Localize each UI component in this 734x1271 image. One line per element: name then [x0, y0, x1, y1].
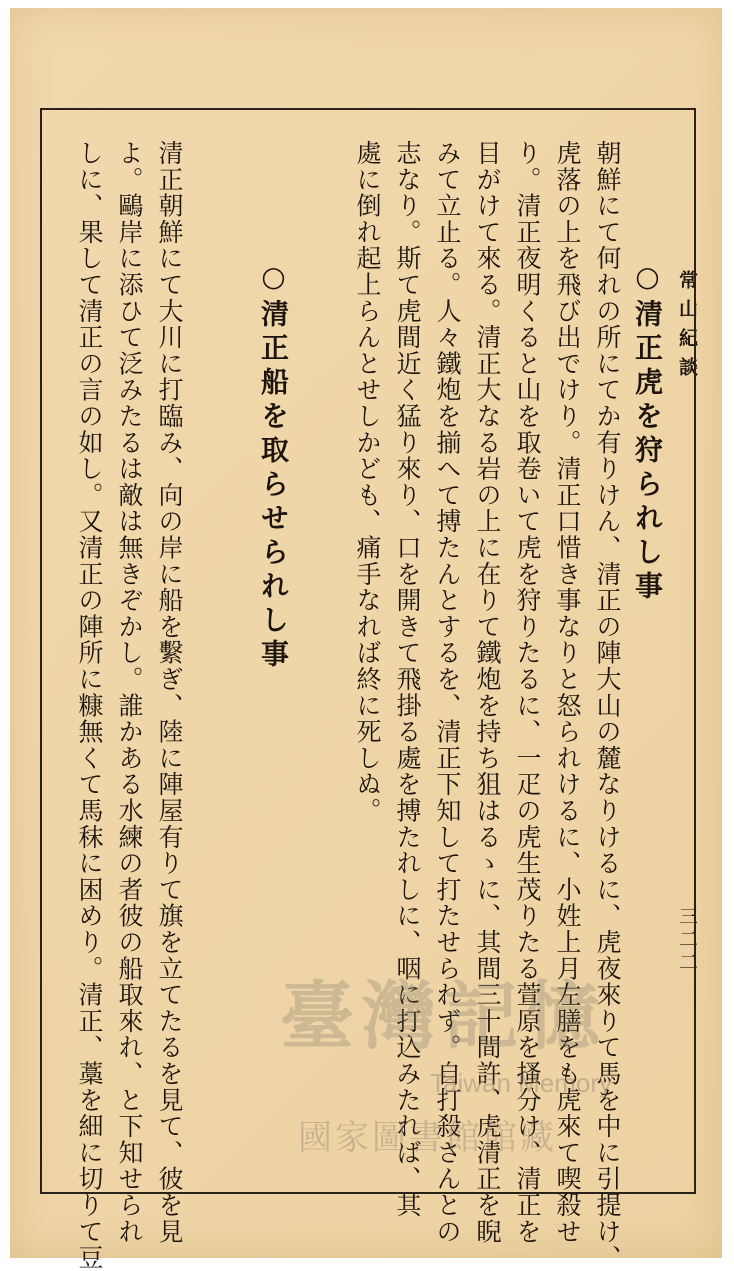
watermark-subtitle: 國家圖書館館藏 — [298, 1118, 557, 1158]
page-number: 三二二 — [676, 906, 698, 975]
article-1-line-1: 朝鮮にて何れの所にてか有りけん、清正の陣大山の麓なりけるに、虎夜來りて馬を中に引提け、 — [593, 140, 622, 1271]
article-1-line-4: 目がけて來る。清正大なる岩の上に在りて鐵炮を持ち狙はるゝに、其間三十間許、虎清正を睨 — [473, 140, 502, 1245]
article-2-line-3: しに、果して清正の言の如し。又清正の陣所に糠無くて馬秣に困めり。清正、藁を細に切りて豆 — [75, 140, 104, 1271]
article-1-line-2: 虎落の上を飛び出でけり。清正口惜き事なりと怒られけるに、小姓上月左膳をも虎來て喫殺せ — [553, 140, 582, 1245]
book-page — [10, 8, 722, 1271]
article-1-line-6: 志なり。斯て虎間近く猛り來り、口を開きて飛掛る處を搏たれしに、咽に打込みたれば、其 — [393, 140, 422, 1219]
article-1-line-3: り。清正夜明くると山を取卷いて虎を狩りたるに、一疋の虎生茂りたる萱原を搔分け、清正を — [513, 140, 542, 1245]
running-head: 常山紀談 — [676, 270, 698, 386]
article-1-title: ○清正虎を狩られし事 — [631, 260, 664, 605]
article-1-line-5: みて立止る。人々鐵炮を揃へて搏たんとするを、清正下知して打たせられず。自打殺さんとの — [433, 140, 462, 1245]
watermark-logo: 臺灣記憶 — [280, 974, 608, 1060]
article-2-line-2: よ。鷗岸に添ひて泛みたるは敵は無きぞかし。誰かある水練の者彼の船取來れ、と下知せられ — [115, 140, 144, 1245]
article-2-title: ○清正船を取らせられし事 — [257, 260, 290, 673]
article-2-line-1: 清正朝鮮にて大川に打臨み、向の岸に船を繫ぎ、陸に陣屋有りて旗を立てたるを見て、彼を見 — [155, 140, 184, 1245]
article-1-line-7: 處に倒れ起上らんとせしかども、痛手なれば終に死しぬ。 — [353, 140, 382, 824]
watermark-english: Taiwan Memory — [430, 1068, 613, 1098]
